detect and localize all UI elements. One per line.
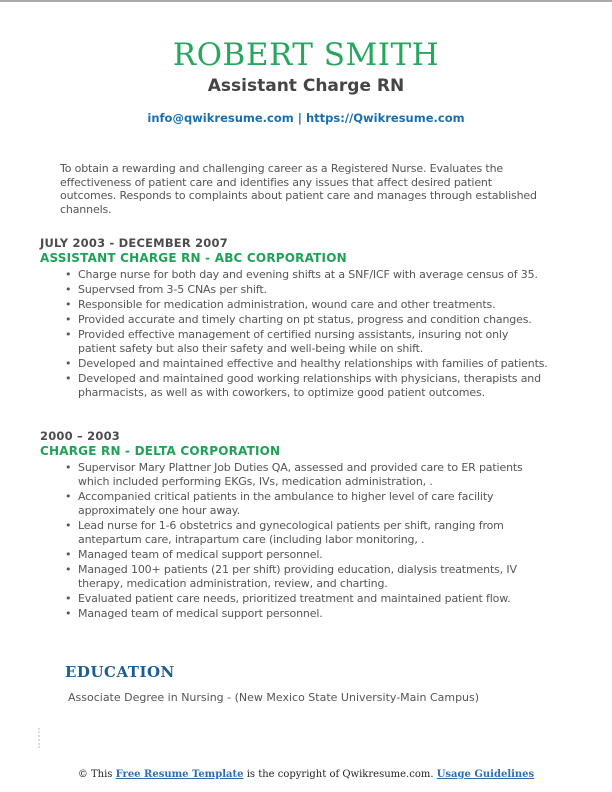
bullet-item: • Accompanied critical patients in the ambulance to higher level of care facility approximately one hour away. xyxy=(78,490,548,518)
bullet-item: • Provided effective management of certified nursing assistants, insuring not only patient safety but also their safety and well-being while on shift. xyxy=(78,328,548,356)
bullet-item: • Charge nurse for both day and evening shifts at a SNF/ICF with average census of 35. xyxy=(78,268,548,282)
candidate-title: Assistant Charge RN xyxy=(207,76,405,96)
bullet-item: • Managed team of medical support personnel. xyxy=(78,607,548,621)
contact-website-link[interactable]: https://Qwikresume.com xyxy=(305,111,465,125)
objective-summary: To obtain a rewarding and challenging career as a Registered Nurse. Evaluates the effectiveness of patient care and identifies any issues that affect desired patient outcomes. Responds to complaints about patient care and manages through established channels. xyxy=(60,162,537,216)
education-section xyxy=(65,663,612,705)
contact-separator: | xyxy=(297,111,302,125)
job-title: ASSISTANT CHARGE RN - ABC CORPORATION xyxy=(40,251,347,266)
job-title: CHARGE RN - DELTA CORPORATION xyxy=(40,444,281,459)
experience-job-abc-corporation xyxy=(40,237,612,400)
footer-middle-text: is the copyright of Qwikresume.com. xyxy=(243,769,437,780)
bullet-item: • Lead nurse for 1-6 obstetrics and gynecological patients per shift, ranging from antepartum care, intrapartum care (including labor monitoring, . xyxy=(78,519,548,547)
experience-job-delta-corporation xyxy=(40,430,612,621)
candidate-name: ROBERT SMITH xyxy=(172,37,440,73)
resume-header xyxy=(0,38,612,125)
contact-line xyxy=(0,111,612,125)
footer-template-link[interactable]: Free Resume Template xyxy=(115,769,244,780)
contact-email-link[interactable]: info@qwikresume.com xyxy=(147,111,294,125)
bullet-item: • Developed and maintained effective and healthy relationships with families of patients. xyxy=(78,357,548,371)
footer-copyright-text: © This xyxy=(77,769,116,780)
education-heading: EDUCATION xyxy=(65,663,175,682)
job-bullet-list xyxy=(40,461,548,621)
bullet-item: • Provided accurate and timely charting on pt status, progress and condition changes. xyxy=(78,313,548,327)
page-footer xyxy=(0,768,612,781)
bullet-item: • Supervisor Mary Plattner Job Duties QA, assessed and provided care to ER patients which included performing EKGs, IVs, medication administration, . xyxy=(78,461,548,489)
bullet-item: • Developed and maintained good working relationships with physicians, therapists and pharmacists, as well as with coworkers, to optimize good patient outcomes. xyxy=(78,372,548,400)
footer-usage-guidelines-link[interactable]: Usage Guidelines xyxy=(436,769,535,780)
bullet-item: • Managed team of medical support personnel. xyxy=(78,548,548,562)
bullet-item: • Managed 100+ patients (21 per shift) providing education, dialysis treatments, IV therapy, medication administration, review, and charting. xyxy=(78,563,548,591)
top-divider xyxy=(0,0,612,2)
job-dates: 2000 – 2003 xyxy=(40,429,120,444)
education-item: Associate Degree in Nursing - (New Mexico State University-Main Campus) xyxy=(68,691,480,705)
job-dates: JULY 2003 - DECEMBER 2007 xyxy=(40,236,228,251)
left-margin-mark xyxy=(38,728,40,748)
job-bullet-list xyxy=(40,268,548,400)
bullet-item: • Responsible for medication administration, wound care and other treatments. xyxy=(78,298,548,312)
bullet-item: • Supervsed from 3-5 CNAs per shift. xyxy=(78,283,548,297)
bullet-item: • Evaluated patient care needs, prioritized treatment and maintained patient flow. xyxy=(78,592,548,606)
